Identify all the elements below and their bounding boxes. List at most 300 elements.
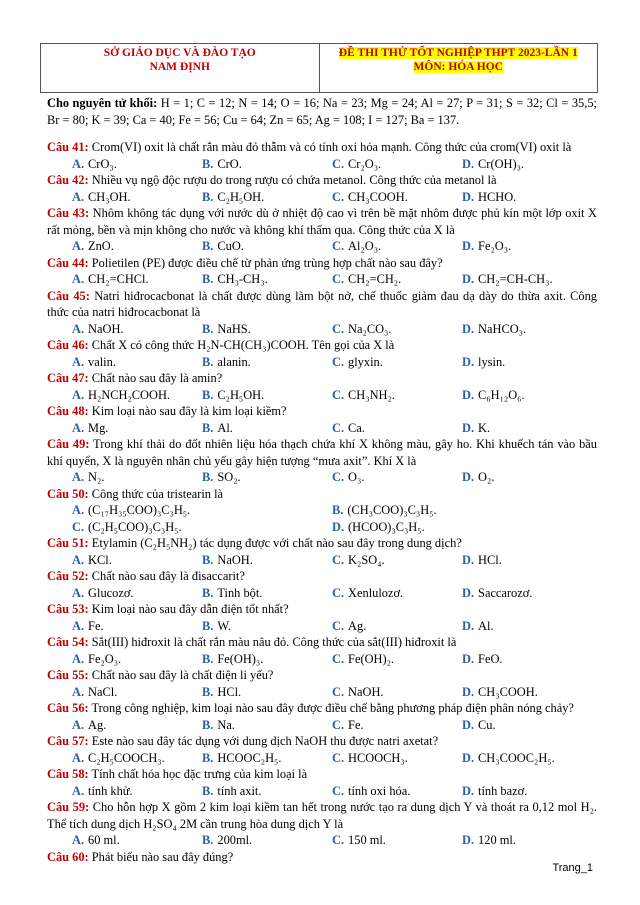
question <box>47 700 597 733</box>
answer-option <box>462 354 592 371</box>
answer-option <box>202 156 332 173</box>
answer-option <box>462 750 592 767</box>
answer-option <box>202 618 332 635</box>
option-text: HCl. <box>217 684 242 699</box>
question-text <box>47 700 597 717</box>
answer-options <box>47 750 597 767</box>
answer-options <box>47 783 597 800</box>
option-text: Cr(OH)₃. <box>478 156 525 171</box>
question-number: Câu 55: <box>47 668 89 682</box>
question-stem: Chất X có công thức H₂N-CH(CH₃)COOH. Tên gọi của X là <box>91 338 395 352</box>
answer-options <box>47 585 597 602</box>
answer-option <box>462 585 592 602</box>
option-text: Glucozơ. <box>88 585 134 600</box>
option-letter: D. <box>462 239 475 253</box>
answer-option <box>462 832 592 849</box>
option-letter: D. <box>462 470 475 484</box>
question-text <box>47 172 597 189</box>
option-letter: B. <box>202 651 214 666</box>
option-letter: D. <box>462 321 475 336</box>
option-letter: D. <box>462 272 475 286</box>
question-text <box>47 733 597 750</box>
exam-title-cell <box>320 44 598 92</box>
answer-option <box>462 271 592 288</box>
option-letter: D. <box>462 552 475 567</box>
question-number: Câu 43: <box>47 206 90 220</box>
option-letter: B. <box>202 239 214 253</box>
question-text <box>47 766 597 783</box>
answer-option <box>202 271 332 288</box>
answer-options <box>47 387 597 404</box>
question-stem: Kim loại nào sau đây là kim loại kiềm? <box>91 404 287 418</box>
answer-options <box>47 321 597 338</box>
answer-row <box>72 502 597 519</box>
question-number: Câu 58: <box>47 767 89 781</box>
option-letter: A. <box>72 717 85 732</box>
answer-option <box>202 469 332 486</box>
option-letter: B. <box>202 354 214 369</box>
option-text: HCHO. <box>478 189 517 204</box>
option-text: CH₃-CH₃. <box>217 272 268 286</box>
option-text: O₃. <box>348 470 365 484</box>
question-stem: Chất nào sau đây là chất điện li yếu? <box>91 668 274 682</box>
option-letter: D. <box>462 684 475 699</box>
question-stem: Phát biểu nào sau đây đúng? <box>91 849 234 864</box>
question-number: Câu 51: <box>47 536 89 550</box>
option-text: FeO. <box>478 651 503 666</box>
option-letter: A. <box>72 354 85 369</box>
exam-header <box>40 43 598 93</box>
answer-option <box>72 832 202 849</box>
answer-option <box>332 420 462 437</box>
option-letter: A. <box>72 420 85 435</box>
answer-option <box>72 502 332 519</box>
question-text <box>47 255 597 272</box>
answer-options <box>47 238 597 255</box>
option-letter: B. <box>202 156 214 171</box>
option-text: Fe(OH)₃. <box>217 651 264 666</box>
option-text: NaOH. <box>88 321 124 336</box>
answer-option <box>72 618 202 635</box>
answer-options <box>47 684 597 701</box>
option-text: N₂. <box>88 470 105 484</box>
answer-option <box>462 717 592 734</box>
answer-option <box>72 684 202 701</box>
option-text: Fe. <box>348 717 364 732</box>
option-text: NaHS. <box>217 321 251 336</box>
answer-options <box>47 271 597 288</box>
question-number: Câu 44: <box>47 255 89 270</box>
option-text: Al. <box>478 618 494 633</box>
answer-option <box>202 552 332 569</box>
answer-option <box>202 420 332 437</box>
question-number: Câu 54: <box>47 635 89 649</box>
answer-option <box>462 156 592 173</box>
option-text: glyxin. <box>348 354 383 369</box>
answer-option <box>72 238 202 255</box>
answer-options <box>47 469 597 486</box>
option-text: CH₃COOH. <box>348 189 408 204</box>
option-letter: B. <box>332 503 344 517</box>
question-stem: Cho hỗn hợp X gồm 2 kim loại kiềm tan hết trong nước tạo ra dung dịch Y và thoát ra 0,12 mol H₂. Thể tích dung dịch H₂SO₄ 2M cần trung hòa dung dịch Y là <box>47 800 597 831</box>
page-number: Trang_1 <box>552 862 593 874</box>
answer-option <box>332 618 462 635</box>
option-text: Ca. <box>348 420 365 435</box>
question-stem: Sắt(III) hiđroxit là chất rắn màu nâu đỏ. Công thức của sắt(III) hiđroxit là <box>91 635 457 649</box>
option-letter: D. <box>462 420 475 435</box>
answer-option <box>72 321 202 338</box>
question-stem: Etylamin (C₂H₅NH₂) tác dụng được với chất nào sau đây trong dung dịch? <box>91 536 462 550</box>
exam-title: ĐỀ THI THỬ TỐT NGHIỆP THPT 2023-LẦN 1 <box>338 47 578 59</box>
question <box>47 288 597 338</box>
question <box>47 172 597 205</box>
option-letter: C. <box>332 321 345 336</box>
option-letter: C. <box>332 156 345 171</box>
option-letter: B. <box>202 420 214 435</box>
option-letter: C. <box>332 189 345 204</box>
option-letter: D. <box>462 354 475 369</box>
question-number: Câu 45: <box>47 288 90 303</box>
question <box>47 486 597 536</box>
atomic-masses-label: Cho nguyên tử khối: <box>47 96 158 110</box>
option-text: (C₁₇H₃₅COO)₃C₃H₅. <box>88 503 191 517</box>
option-text: tính bazơ. <box>478 783 528 798</box>
answer-option <box>462 420 592 437</box>
answer-option <box>202 750 332 767</box>
question-number: Câu 50: <box>47 486 89 501</box>
answer-option <box>332 552 462 569</box>
department-name: SỞ GIÁO DỤC VÀ ĐÀO TẠO <box>103 47 256 59</box>
answer-option <box>332 684 462 701</box>
option-text: ZnO. <box>88 239 114 253</box>
answer-options <box>47 651 597 668</box>
question-stem: Nhiều vụ ngộ độc rượu do trong rượu có chứa metanol. Công thức của metanol là <box>91 173 497 187</box>
question-text <box>47 139 597 156</box>
answer-option <box>72 420 202 437</box>
answer-option <box>202 585 332 602</box>
option-text: Na₂CO₃. <box>348 321 392 336</box>
question <box>47 255 597 288</box>
question-number: Câu 57: <box>47 734 89 748</box>
answer-options <box>47 189 597 206</box>
answer-option <box>332 387 462 404</box>
option-letter: B. <box>202 552 214 567</box>
question-number: Câu 47: <box>47 371 89 385</box>
question-text <box>47 634 597 651</box>
exam-content <box>47 95 597 865</box>
question-stem: Polietilen (PE) được điều chế từ phản ứng trùng hợp chất nào sau đây? <box>91 255 443 270</box>
option-letter: A. <box>72 387 85 402</box>
question <box>47 139 597 172</box>
option-text: CH₃COOC₂H₅. <box>478 750 555 765</box>
option-text: (CH₃COO)₃C₃H₅. <box>347 503 437 517</box>
option-letter: A. <box>72 651 85 666</box>
option-letter: C. <box>332 387 345 402</box>
option-letter: B. <box>202 585 214 600</box>
option-text: NaOH. <box>217 552 253 567</box>
option-letter: B. <box>202 272 214 286</box>
option-letter: C. <box>332 717 345 732</box>
option-text: CrO. <box>217 156 242 171</box>
question <box>47 205 597 255</box>
option-text: H₂NCH₂COOH. <box>88 387 171 402</box>
question-number: Câu 41: <box>47 140 89 154</box>
question-stem: Chất nào sau đây là amin? <box>91 371 223 385</box>
question-number: Câu 49: <box>47 437 90 451</box>
answer-row <box>72 519 597 536</box>
question <box>47 436 597 486</box>
option-text: NaOH. <box>348 684 384 699</box>
option-text: CH₃NH₂. <box>348 387 395 402</box>
option-letter: B. <box>202 470 214 484</box>
answer-option <box>202 717 332 734</box>
question-stem: Crom(VI) oxit là chất rắn màu đỏ thẫm và có tính oxi hóa mạnh. Công thức của crom(VI) oxit là <box>91 140 572 154</box>
answer-option <box>462 321 592 338</box>
option-text: C₆H₁₂O₆. <box>478 387 525 402</box>
option-letter: A. <box>72 189 85 204</box>
question <box>47 535 597 568</box>
option-letter: D. <box>462 189 475 204</box>
option-text: CrO₃. <box>88 156 117 171</box>
option-text: Fe. <box>88 618 104 633</box>
option-letter: C. <box>332 272 345 286</box>
option-letter: C. <box>332 239 345 253</box>
question-text <box>47 568 597 585</box>
question-number: Câu 56: <box>47 701 89 715</box>
question <box>47 634 597 667</box>
answer-options <box>47 156 597 173</box>
option-letter: D. <box>462 156 475 171</box>
option-letter: A. <box>72 321 85 336</box>
option-letter: C. <box>332 783 345 798</box>
answer-option <box>202 189 332 206</box>
question <box>47 403 597 436</box>
option-letter: B. <box>202 717 214 732</box>
answer-option <box>202 783 332 800</box>
option-letter: D. <box>462 717 475 732</box>
option-letter: A. <box>72 272 85 286</box>
option-text: Cu. <box>478 717 496 732</box>
question-text <box>47 601 597 618</box>
question-number: Câu 46: <box>47 338 89 352</box>
question-number: Câu 53: <box>47 602 89 616</box>
question-stem: Este nào sau đây tác dụng với dung dịch NaOH thu được natri axetat? <box>91 734 439 748</box>
option-letter: A. <box>72 833 85 847</box>
option-text: CH₃OH. <box>88 189 131 204</box>
question-stem: Chất nào sau đây là đisaccarit? <box>91 569 245 583</box>
option-letter: B. <box>202 189 214 204</box>
answer-option <box>462 189 592 206</box>
answer-option <box>462 552 592 569</box>
option-letter: A. <box>72 552 85 567</box>
answer-option <box>332 189 462 206</box>
atomic-masses <box>47 95 597 129</box>
option-text: Mg. <box>88 420 109 435</box>
question-number: Câu 59: <box>47 800 90 814</box>
answer-option <box>202 238 332 255</box>
answer-option <box>72 156 202 173</box>
option-text: CuO. <box>217 239 244 253</box>
option-letter: D. <box>462 387 475 402</box>
answer-option <box>202 832 332 849</box>
option-text: NaCl. <box>88 684 118 699</box>
question-stem: Tính chất hóa học đặc trưng của kim loại là <box>91 767 308 781</box>
option-text: Cr₂O₃. <box>348 156 382 171</box>
answer-option <box>332 717 462 734</box>
option-letter: A. <box>72 750 85 765</box>
answer-option <box>202 321 332 338</box>
question <box>47 601 597 634</box>
option-text: (C₂H₅COO)₃C₃H₅. <box>88 519 182 534</box>
atomic-masses-values: H = 1; C = 12; N = 14; O = 16; Na = 23; Mg = 24; Al = 27; P = 31; S = 32; Cl = 35,5; Br = 80; K = 39; Ca = 40; Fe = 56; Cu = 64; Zn = 65; Ag = 108; I = 127; Ba = 137. <box>47 96 597 127</box>
option-text: Fe₂O₃. <box>88 651 122 666</box>
answer-options <box>47 420 597 437</box>
option-letter: D. <box>332 519 345 534</box>
option-text: CH₂=CH-CH₃. <box>478 272 553 286</box>
answer-option <box>72 651 202 668</box>
answer-option <box>332 238 462 255</box>
answer-option <box>72 354 202 371</box>
question-text <box>47 799 597 832</box>
option-letter: B. <box>202 684 214 699</box>
answer-option <box>332 783 462 800</box>
question-stem: Kim loại nào sau đây dẫn điện tốt nhất? <box>91 602 289 616</box>
question <box>47 337 597 370</box>
department-cell <box>41 44 320 92</box>
question <box>47 849 597 866</box>
answer-option <box>202 354 332 371</box>
option-text: KCl. <box>88 552 112 567</box>
option-letter: A. <box>72 684 85 699</box>
question <box>47 733 597 766</box>
question-number: Câu 52: <box>47 569 89 583</box>
question <box>47 766 597 799</box>
option-text: HCl. <box>478 552 502 567</box>
answer-option <box>332 354 462 371</box>
answer-option <box>332 502 592 519</box>
question-text <box>47 337 597 354</box>
option-letter: C. <box>332 750 345 765</box>
option-text: C₂H₅COOCH₃. <box>88 750 165 765</box>
answer-option <box>462 618 592 635</box>
option-text: Fe(OH)₂. <box>348 651 395 666</box>
option-text: lysin. <box>478 354 506 369</box>
answer-options <box>47 502 597 535</box>
option-letter: A. <box>72 239 85 253</box>
option-text: HCOOC₂H₅. <box>217 750 282 765</box>
option-letter: A. <box>72 618 85 633</box>
option-letter: A. <box>72 783 85 798</box>
question-text <box>47 288 597 321</box>
answer-option <box>72 519 332 536</box>
option-letter: A. <box>72 585 85 600</box>
answer-option <box>332 156 462 173</box>
option-letter: C. <box>332 354 345 369</box>
answer-option <box>332 469 462 486</box>
option-letter: C. <box>332 684 345 699</box>
answer-option <box>332 651 462 668</box>
option-text: K. <box>478 420 491 435</box>
question-number: Câu 48: <box>47 404 89 418</box>
question-text <box>47 370 597 387</box>
option-text: Fe₂O₃. <box>478 239 512 253</box>
answer-option <box>462 387 592 404</box>
answer-option <box>202 651 332 668</box>
option-text: 120 ml. <box>478 833 516 847</box>
question-number: Câu 42: <box>47 173 89 187</box>
option-letter: C. <box>332 651 345 666</box>
option-text: C₂H₅OH. <box>217 189 265 204</box>
option-text: Xenlulozơ. <box>348 585 404 600</box>
answer-option <box>462 238 592 255</box>
question-stem: Công thức của tristearin là <box>91 486 224 501</box>
answer-option <box>332 271 462 288</box>
answer-options <box>47 618 597 635</box>
answer-options <box>47 717 597 734</box>
option-letter: C. <box>332 420 345 435</box>
question <box>47 568 597 601</box>
question-text <box>47 535 597 552</box>
answer-option <box>202 684 332 701</box>
option-text: alanin. <box>217 354 251 369</box>
option-text: (HCOO)₃C₃H₅. <box>348 519 425 534</box>
answer-option <box>202 387 332 404</box>
answer-option <box>332 585 462 602</box>
option-text: CH₂=CH₂. <box>348 272 402 286</box>
option-text: Saccarozơ. <box>478 585 533 600</box>
option-letter: C. <box>72 519 85 534</box>
option-text: tính khử. <box>88 783 133 798</box>
question-stem: Trong công nghiệp, kim loại nào sau đây được điều chế bằng phương pháp điện phân nóng chảy? <box>91 701 574 715</box>
option-letter: C. <box>332 585 345 600</box>
answer-option <box>332 832 462 849</box>
option-letter: B. <box>202 321 214 336</box>
option-letter: C. <box>332 470 345 484</box>
option-letter: B. <box>202 783 214 798</box>
question <box>47 667 597 700</box>
answer-option <box>72 387 202 404</box>
option-letter: B. <box>202 833 214 847</box>
answer-option <box>72 750 202 767</box>
question <box>47 799 597 849</box>
option-text: 60 ml. <box>88 833 120 847</box>
option-text: Al₂O₃. <box>348 239 382 253</box>
option-letter: D. <box>462 833 475 847</box>
option-text: 150 ml. <box>348 833 386 847</box>
option-letter: D. <box>462 750 475 765</box>
option-text: W. <box>217 618 232 633</box>
answer-options <box>47 832 597 849</box>
province-name: NAM ĐỊNH <box>149 61 210 73</box>
option-letter: A. <box>72 470 85 484</box>
answer-option <box>332 321 462 338</box>
answer-options <box>47 354 597 371</box>
option-text: SO₂. <box>217 470 241 484</box>
question-text <box>47 403 597 420</box>
answer-option <box>462 783 592 800</box>
question-number: Câu 60: <box>47 849 89 864</box>
option-text: Ag. <box>88 717 107 732</box>
option-text: valin. <box>88 354 116 369</box>
option-letter: C. <box>332 618 345 633</box>
question-text <box>47 667 597 684</box>
option-text: tính axit. <box>217 783 262 798</box>
answer-options <box>47 552 597 569</box>
answer-option <box>72 469 202 486</box>
answer-option <box>72 717 202 734</box>
question-list <box>47 139 597 865</box>
option-letter: C. <box>332 552 345 567</box>
